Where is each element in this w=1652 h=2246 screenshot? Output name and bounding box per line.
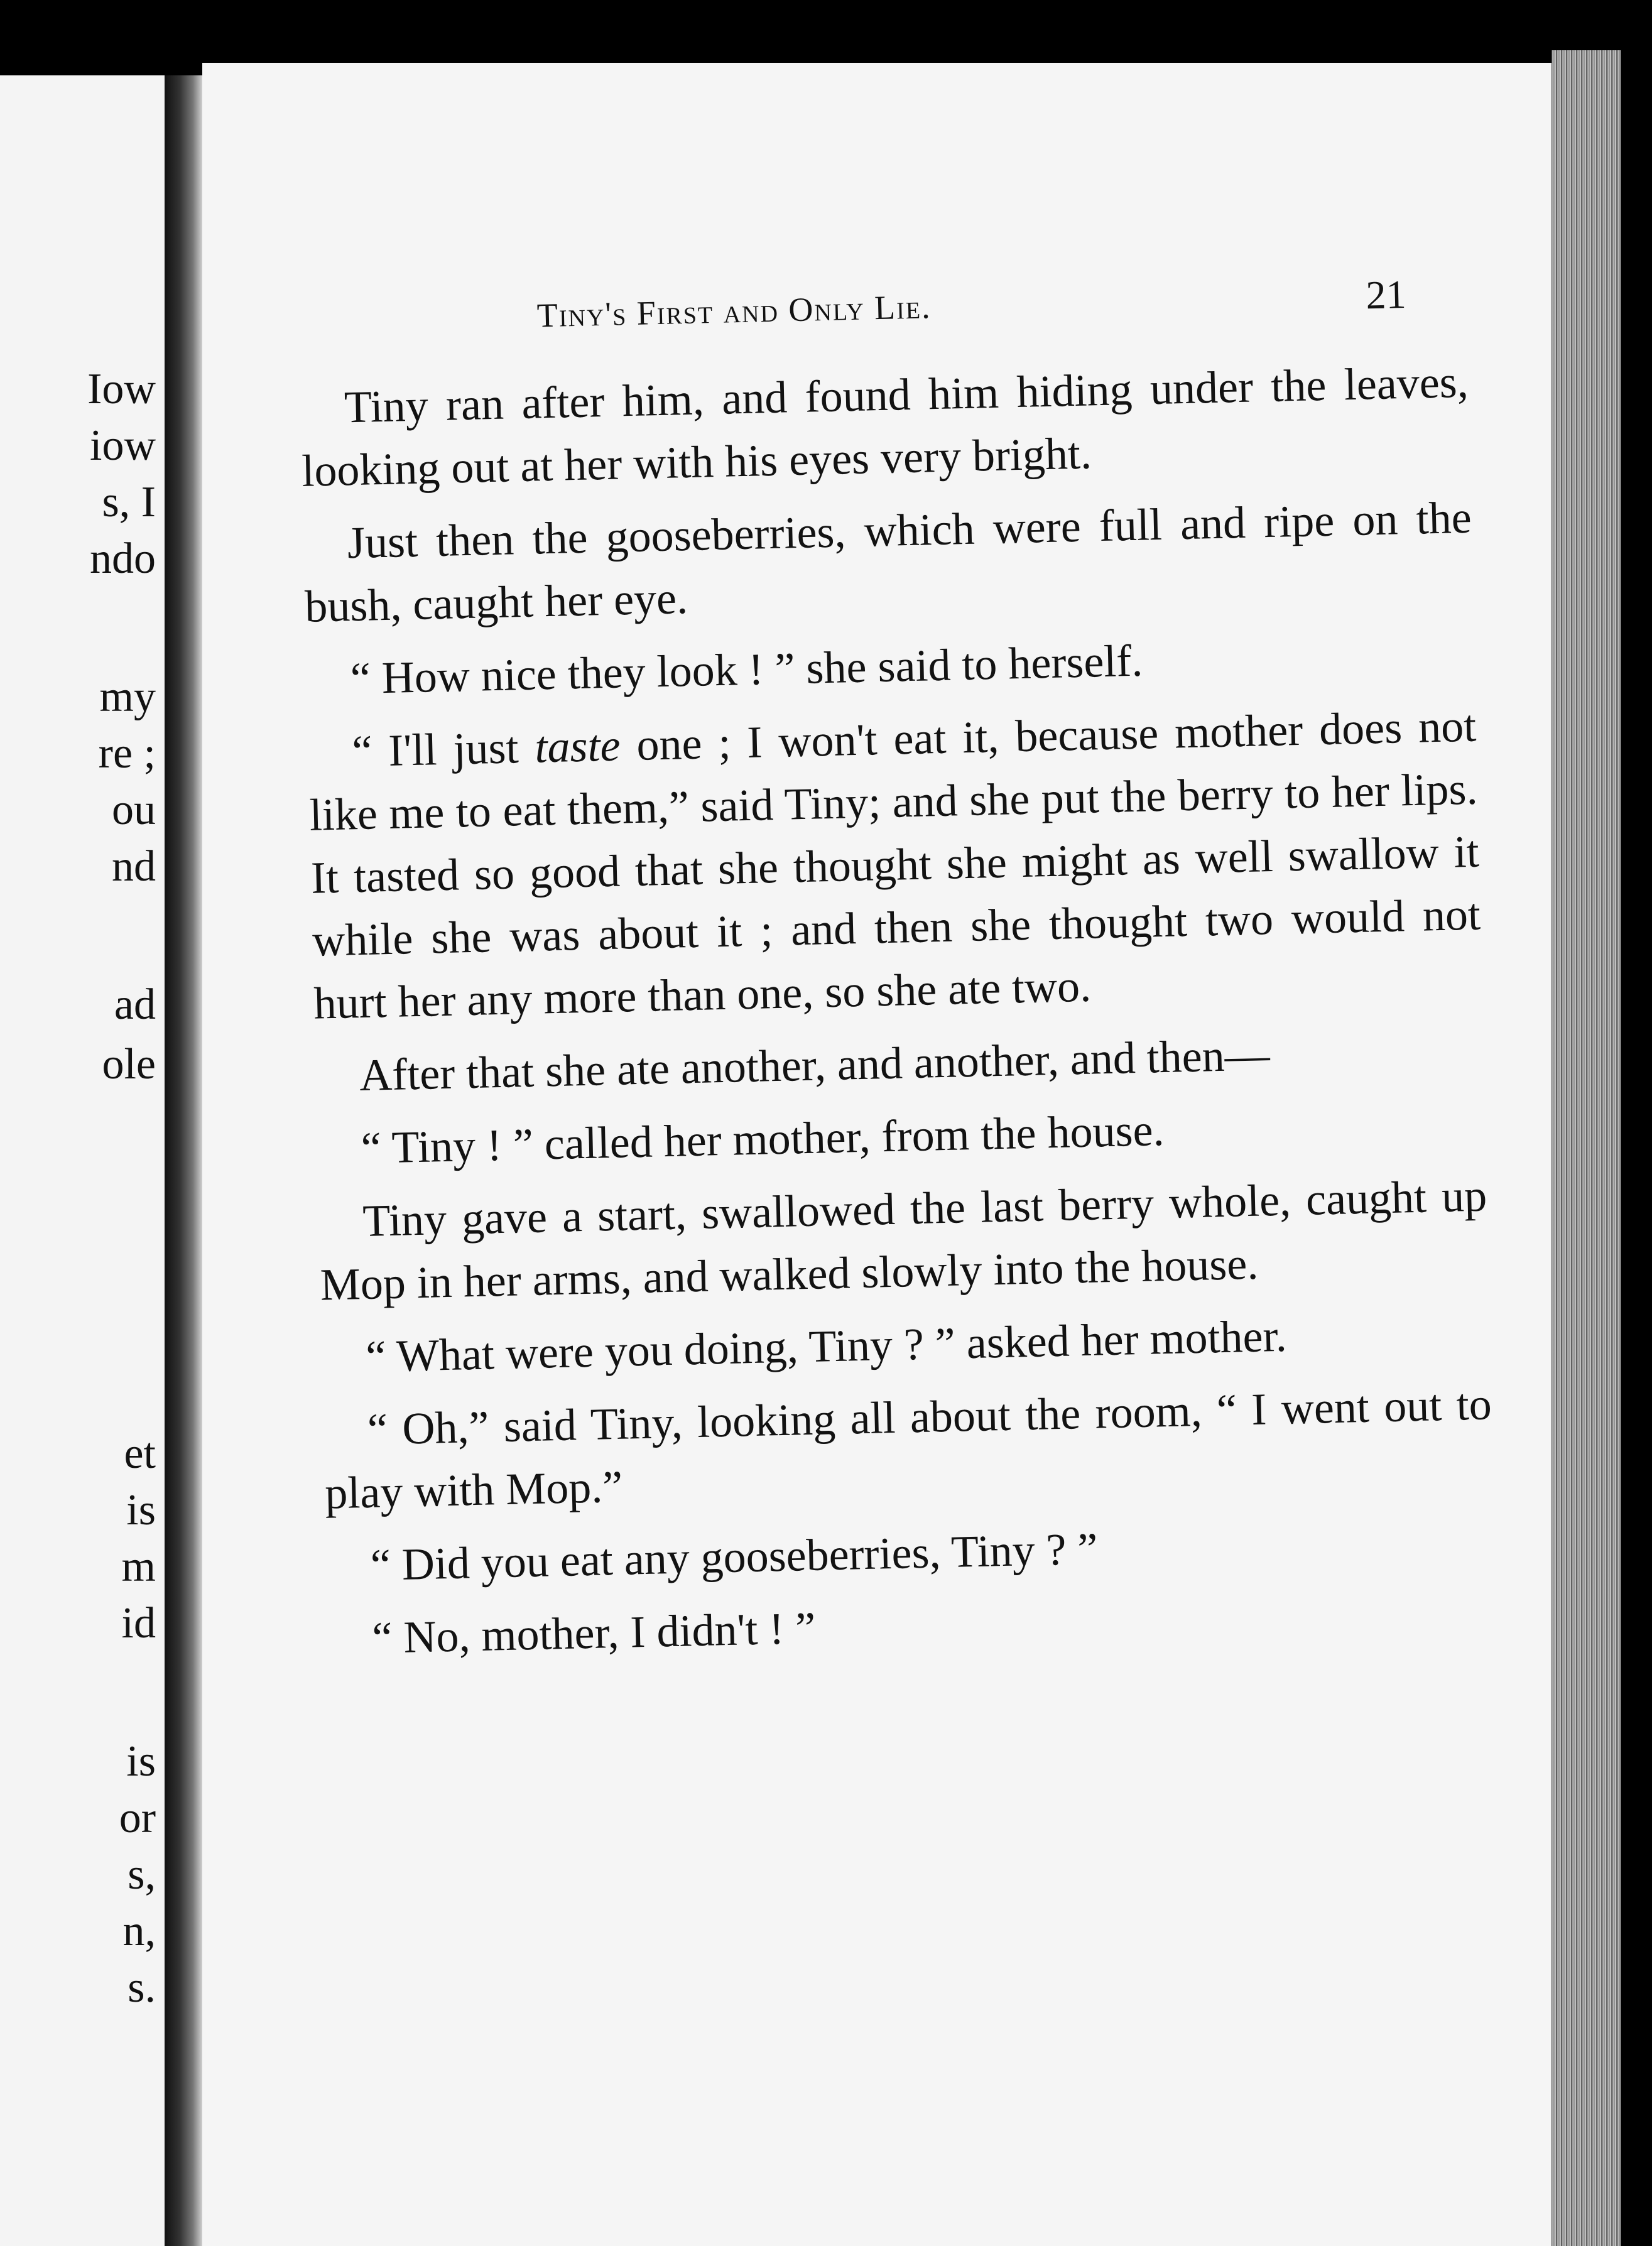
left-fragment: my bbox=[99, 673, 156, 721]
paragraph-text: “ I'll just bbox=[351, 722, 536, 777]
left-fragment: nd bbox=[112, 842, 156, 891]
page-edge-stack bbox=[1551, 50, 1621, 2246]
left-fragment: ad bbox=[114, 980, 156, 1029]
left-fragment: s, I bbox=[102, 478, 156, 526]
left-fragment: ndo bbox=[90, 534, 156, 583]
italic-word: taste bbox=[534, 720, 621, 773]
right-page bbox=[202, 63, 1564, 2246]
paragraph: “ How nice they look ! ” she said to herself. bbox=[350, 635, 1144, 704]
left-fragment: n, bbox=[122, 1907, 156, 1955]
paragraph: Tiny ran after him, and found him hiding under the leaves, looking out at her with his eyes very bright. bbox=[301, 356, 1469, 496]
paragraph: “ Did you eat any gooseberries, Tiny ? ” bbox=[370, 1523, 1099, 1590]
left-fragment: id bbox=[121, 1599, 156, 1647]
left-page-fragments bbox=[0, 75, 165, 2246]
left-fragment: s, bbox=[128, 1850, 156, 1899]
paragraph: “ Oh,” said Tiny, looking all about the room, “ I went out to play with Mop.” bbox=[324, 1379, 1492, 1519]
left-fragment: s. bbox=[128, 1963, 156, 2012]
running-head bbox=[296, 212, 1466, 335]
left-fragment: is bbox=[126, 1486, 156, 1534]
running-title: Tiny's First and Only Lie. bbox=[536, 288, 932, 335]
page-content bbox=[296, 212, 1497, 1681]
book-gutter bbox=[165, 75, 202, 2246]
left-fragment: et bbox=[124, 1430, 156, 1478]
page-number: 21 bbox=[1365, 271, 1407, 318]
paragraph: “ What were you doing, Tiny ? ” asked her mother. bbox=[365, 1310, 1288, 1382]
left-fragment: or bbox=[119, 1794, 156, 1842]
left-fragment: ole bbox=[102, 1040, 156, 1088]
paragraph: Just then the gooseberries, which were full and ripe on the bush, caught her eye. bbox=[304, 492, 1472, 632]
left-fragment: is bbox=[126, 1737, 156, 1786]
left-fragment: Iow bbox=[87, 365, 156, 413]
left-fragment: ou bbox=[112, 786, 156, 834]
paragraph: After that she ate another, and another, and then— bbox=[359, 1029, 1271, 1101]
left-fragment: re ; bbox=[98, 729, 156, 778]
paragraph bbox=[307, 695, 1482, 1035]
paragraph: “ No, mother, I didn't ! ” bbox=[371, 1602, 817, 1663]
paragraph: Tiny gave a start, swallowed the last berry whole, caught up Mop in her arms, and walked slowly into the house. bbox=[319, 1170, 1487, 1310]
left-fragment: m bbox=[121, 1543, 156, 1591]
left-facing-page bbox=[0, 75, 165, 2246]
paragraph: “ Tiny ! ” called her mother, from the house. bbox=[360, 1105, 1165, 1174]
paragraph-text: one ; I won't eat it, because mother does not like me to eat them,” said Tiny; and she put the berry to her lips. It tasted so good that she thought she might as well swallow it while she was about it ; and then she thought two would not hurt her any more than one, so she ate two. bbox=[308, 700, 1481, 1029]
left-fragment: iow bbox=[90, 421, 156, 470]
body-text bbox=[300, 350, 1497, 1671]
